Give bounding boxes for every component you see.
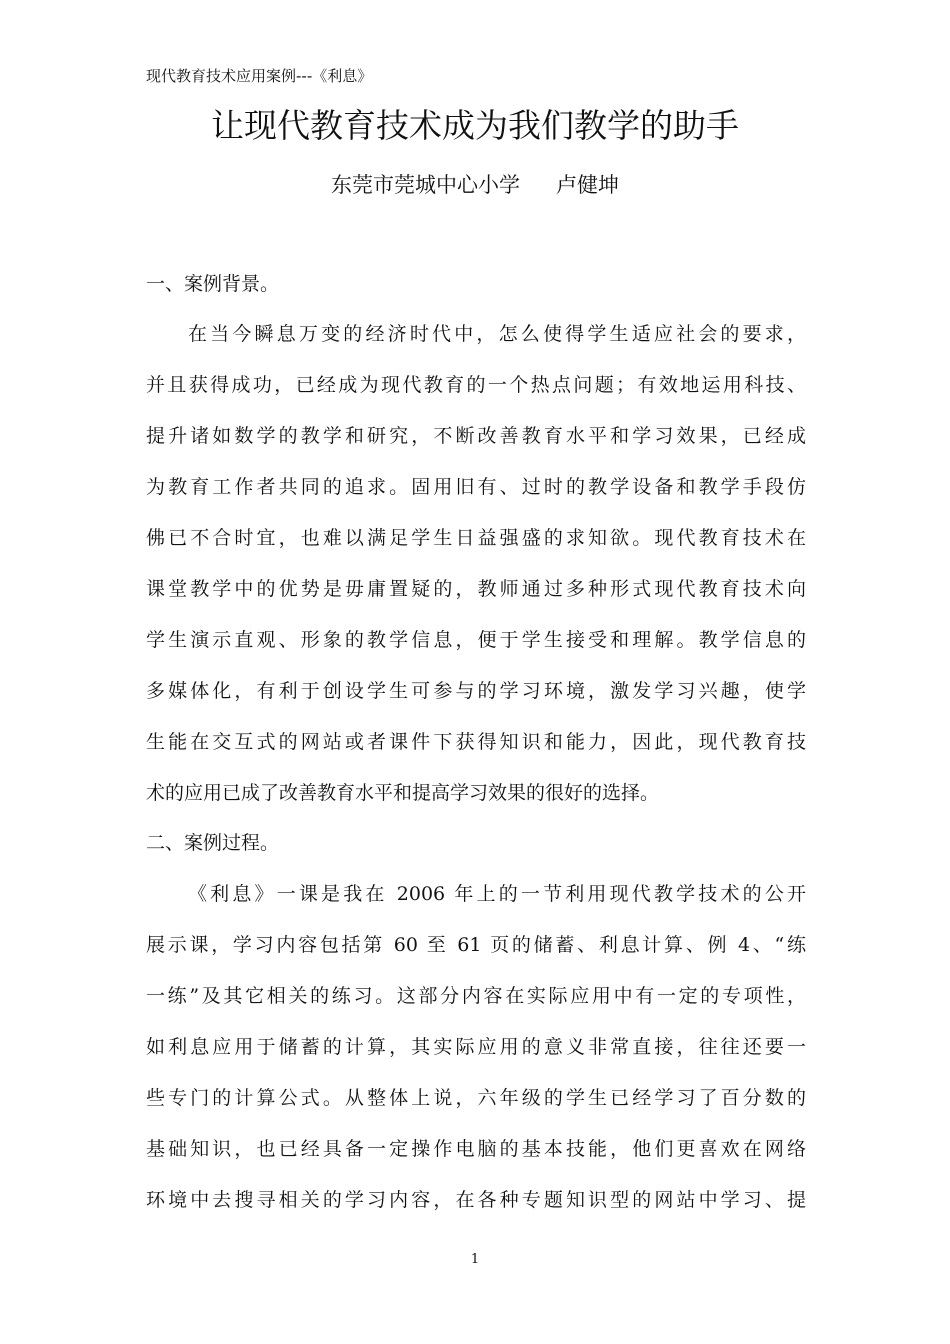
author-name: 卢健坤 [556, 173, 619, 197]
running-header: 现代教育技术应用案例---《利息》 [146, 67, 373, 85]
body-text-line: 提升诸如数学的教学和研究，不断改善教育水平和学习效果，已经成 [146, 425, 806, 447]
section-heading-background: 一、案例背景。 [146, 273, 280, 295]
body-text-line: 为教育工作者共同的追求。固用旧有、过时的教学设备和教学手段仿 [146, 476, 806, 498]
body-text-line: 些专门的计算公式。从整体上说，六年级的学生已经学习了百分数的 [146, 1087, 806, 1109]
byline [0, 168, 950, 202]
school-name: 东莞市莞城中心小学 [331, 173, 520, 197]
body-text-line: 课堂教学中的优势是毋庸置疑的，教师通过多种形式现代教育技术向 [146, 578, 806, 600]
body-text-line: 基础知识，也已经具备一定操作电脑的基本技能，他们更喜欢在网络 [146, 1138, 806, 1160]
body-text-line: 一练”及其它相关的练习。这部分内容在实际应用中有一定的专项性， [146, 985, 806, 1007]
body-text-line: 学生演示直观、形象的教学信息，便于学生接受和理解。教学信息的 [146, 629, 806, 651]
body-text-line: 佛已不合时宜，也难以满足学生日益强盛的求知欲。现代教育技术在 [146, 527, 806, 549]
section-heading-process: 二、案例过程。 [146, 832, 280, 854]
body-text-line: 术的应用已成了改善教育水平和提高学习效果的很好的选择。 [146, 782, 660, 804]
body-text-line: 环境中去搜寻相关的学习内容，在各种专题知识型的网站中学习、提 [146, 1189, 806, 1211]
body-text-line: 在当今瞬息万变的经济时代中，怎么使得学生适应社会的要求， [188, 323, 806, 345]
page-number: 1 [470, 1252, 480, 1267]
document-title: 让现代教育技术成为我们教学的助手 [211, 106, 739, 145]
body-text-line: 如利息应用于储蓄的计算，其实际应用的意义非常直接，往往还要一 [146, 1036, 806, 1058]
body-text-line: 《利息》一课是我在 2006 年上的一节利用现代教学技术的公开 [188, 883, 806, 905]
body-text-line: 并且获得成功，已经成为现代教育的一个热点问题；有效地运用科技、 [146, 374, 806, 396]
body-text-line: 生能在交互式的网站或者课件下获得知识和能力，因此，现代教育技 [146, 731, 806, 753]
body-text-line: 展示课，学习内容包括第 60 至 61 页的储蓄、利息计算、例 4、“练 [146, 934, 806, 956]
body-text-line: 多媒体化，有利于创设学生可参与的学习环境，激发学习兴趣，使学 [146, 680, 806, 702]
